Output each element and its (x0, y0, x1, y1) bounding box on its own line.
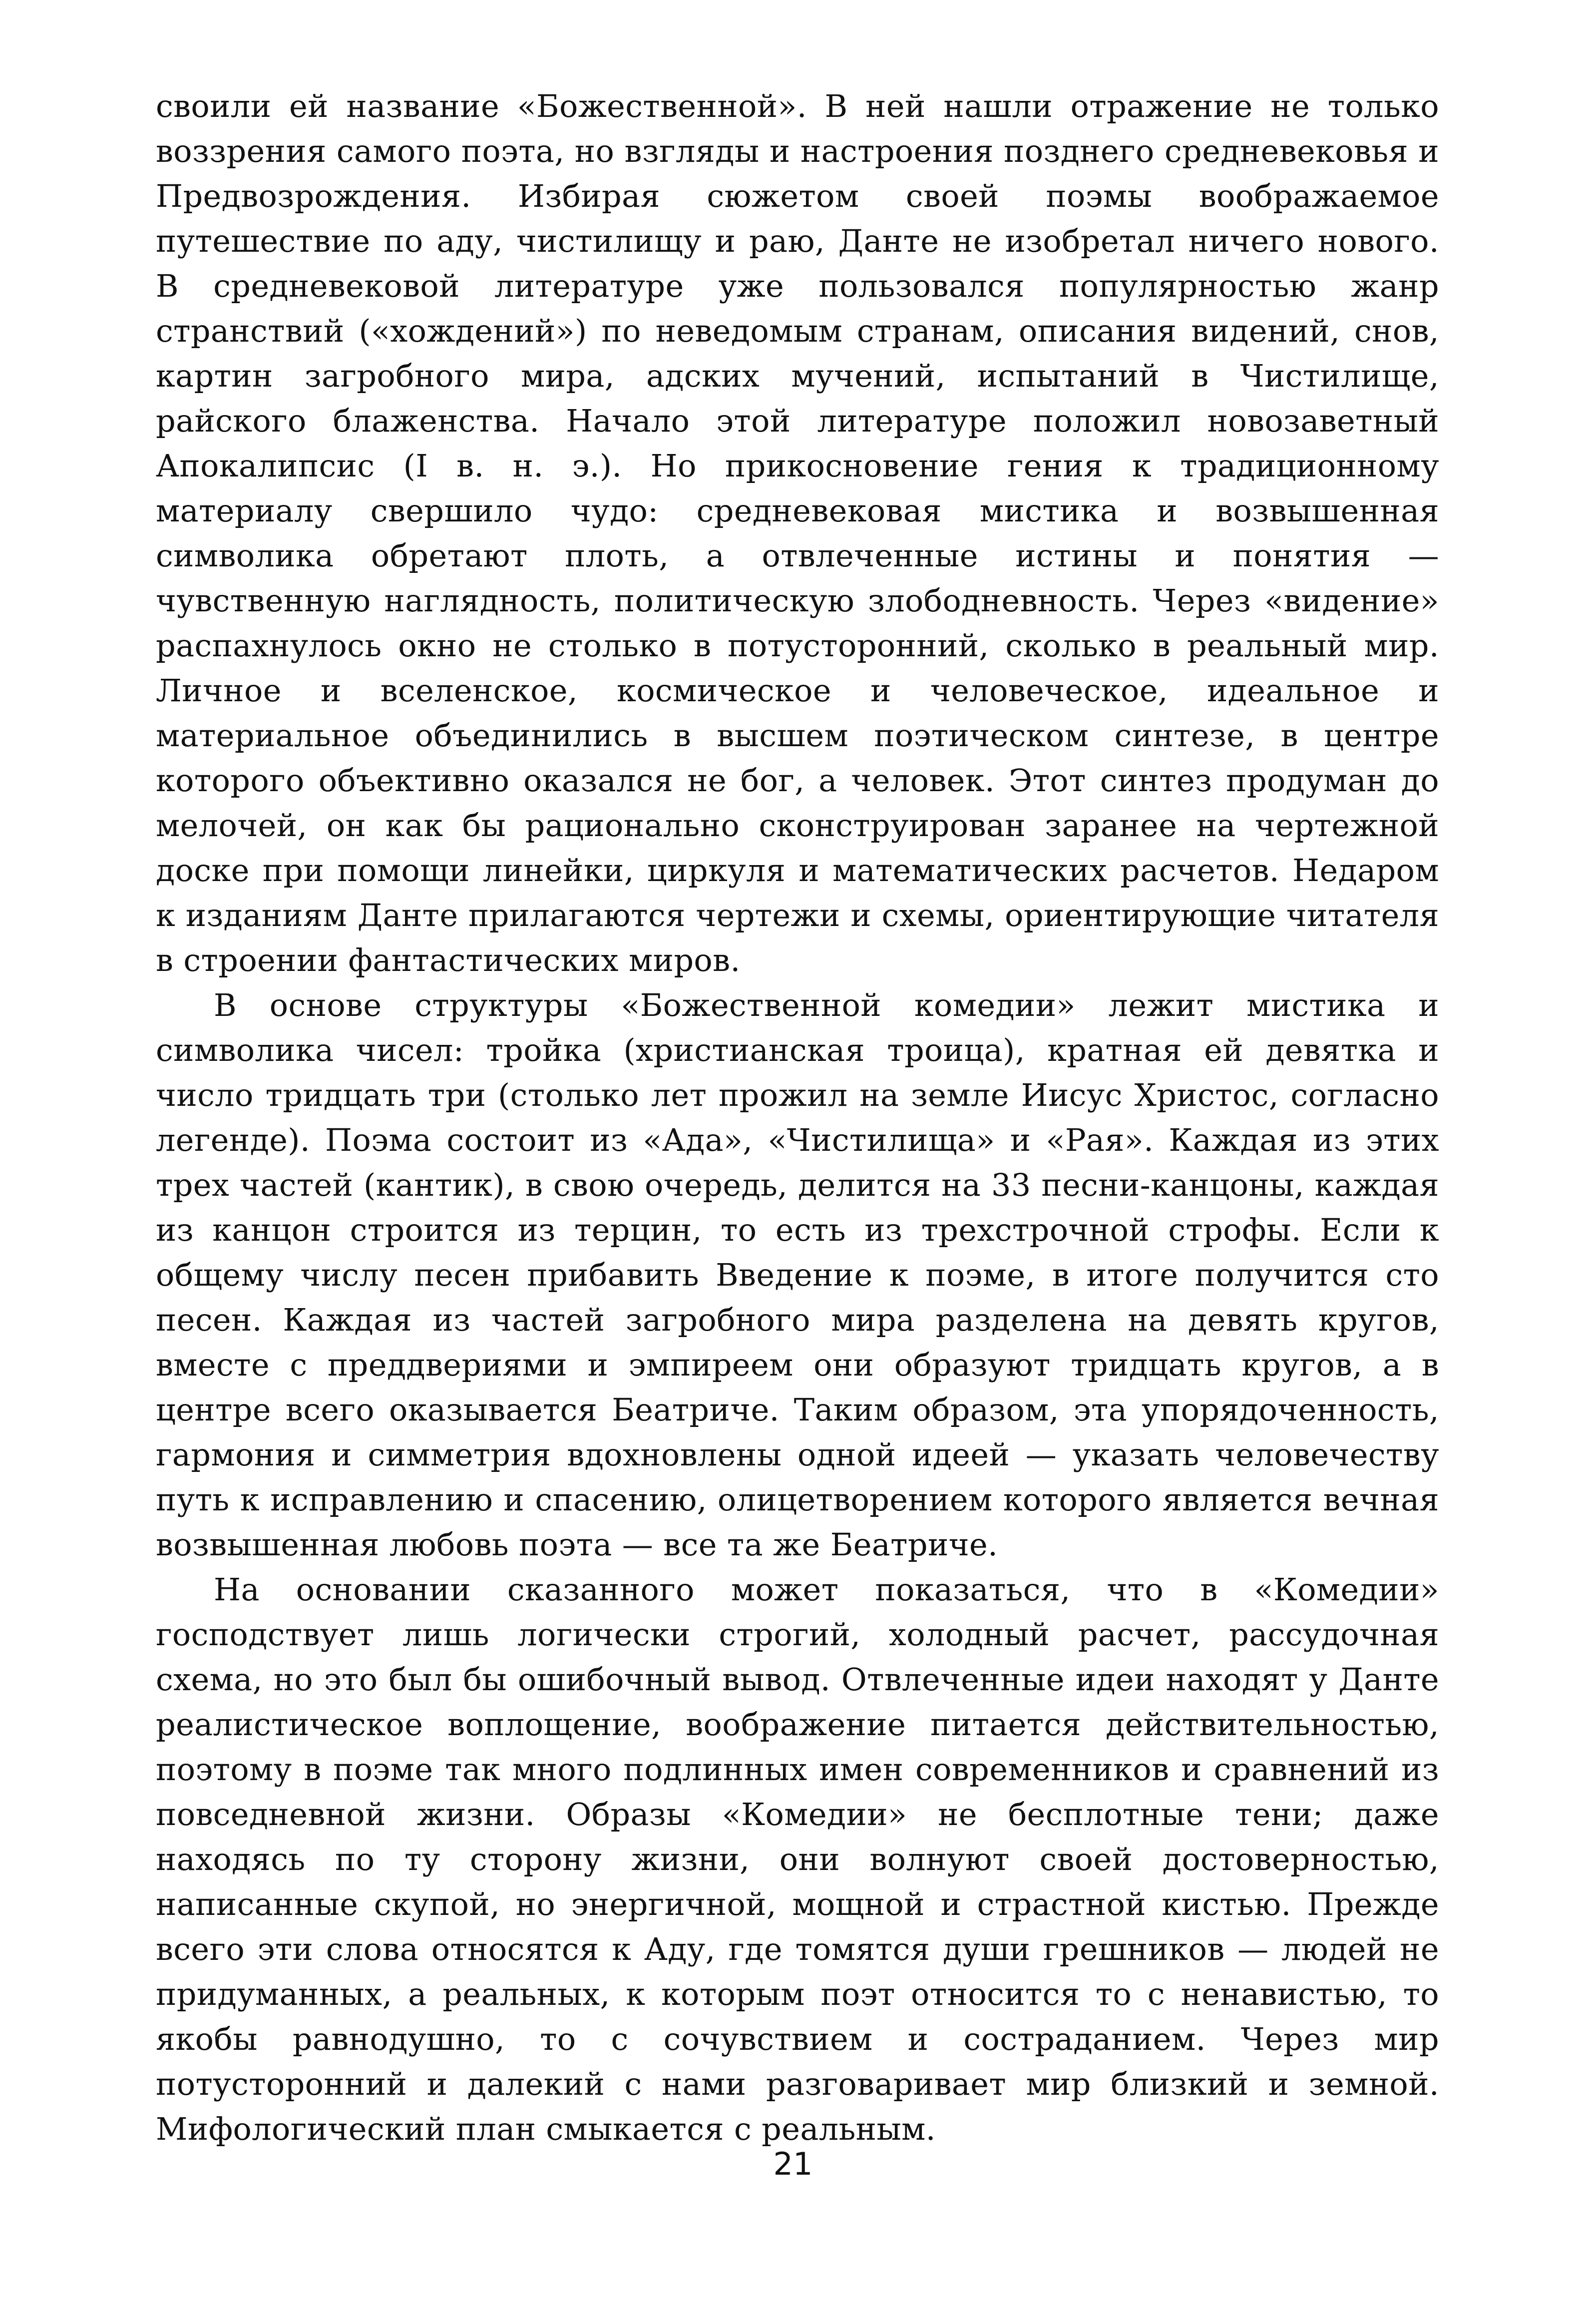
paragraph-3: На основании сказанного может показаться, что в «Комедии» господствует лишь логически строгий, холодный расчет, рассудочная схема, но это был бы ошибочный вывод. Отвлеченные идеи находят у Данте реалистическое воплощение, воображение питается действительностью, поэтому в поэме так много подлинных имен современников и сравнений из повседневной жизни. Образы «Комедии» не бесплотные тени; даже находясь по ту сторону жизни, они волнуют своей достоверностью, написанные скупой, но энергичной, мощной и страстной кистью. Прежде всего эти слова относятся к Аду, где томятся души грешников — людей не придуманных, а реальных, к которым поэт относится то с ненавистью, то якобы равнодушно, то с сочувствием и состраданием. Через мир потусторонний и далекий с нами разговаривает мир близкий и земной. Мифологический план смыкается с реальным. (156, 1571, 1439, 2147)
paragraph-1: своили ей название «Божественной». В ней нашли отражение не только воззрения самого поэта, но взгляды и настроения позднего средневековья и Предвозрождения. Избирая сюжетом своей поэмы воображаемое путешествие по аду, чистилищу и раю, Данте не изобретал ничего нового. В средневековой литературе уже пользовался популярностью жанр странствий («хождений») по неведомым странам, описания видений, снов, картин загробного мира, адских мучений, испытаний в Чистилище, райского блаженства. Начало этой литературе положил новозаветный Апокалипсис (I в. н. э.). Но прикосновение гения к традиционному материалу свершило чудо: средневековая мистика и возвышенная символика обретают плоть, а отвлеченные истины и понятия — чувственную наглядность, политическую злободневность. Через «видение» распахнулось окно не столько в потусторонний, сколько в реальный мир. Личное и вселенское, космическое и человеческое, идеальное и материальное объединились в высшем поэтическом синтезе, в центре которого объективно оказался не бог, а человек. Этот синтез продуман до мелочей, он как бы рационально сконструирован заранее на чертежной доске при помощи линейки, циркуля и математических расчетов. Недаром к изданиям Данте прилагаются чертежи и схемы, ориентирующие читателя в строении фантастических миров. (156, 88, 1439, 978)
paragraph-2: В основе структуры «Божественной комедии» лежит мистика и символика чисел: тройка (христианская троица), кратная ей девятка и число тридцать три (столько лет прожил на земле Иисус Христос, согласно легенде). Поэма состоит из «Ада», «Чистилища» и «Рая». Каждая из этих трех частей (кантик), в свою очередь, делится на 33 песни-канцоны, каждая из канцон строится из терцин, то есть из трехстрочной строфы. Если к общему числу песен прибавить Введение к поэме, в итоге получится сто песен. Каждая из частей загробного мира разделена на девять кругов, вместе с преддвериями и эмпиреем они образуют тридцать кругов, а в центре всего оказывается Беатриче. Таким образом, эта упорядоченность, гармония и симметрия вдохновлены одной идеей — указать человечеству путь к исправлению и спасению, олицетворением которого является вечная возвышенная любовь поэта — все та же Беатриче. (156, 987, 1439, 1563)
page-number: 21 (773, 2146, 813, 2182)
body-text (156, 84, 1439, 2152)
